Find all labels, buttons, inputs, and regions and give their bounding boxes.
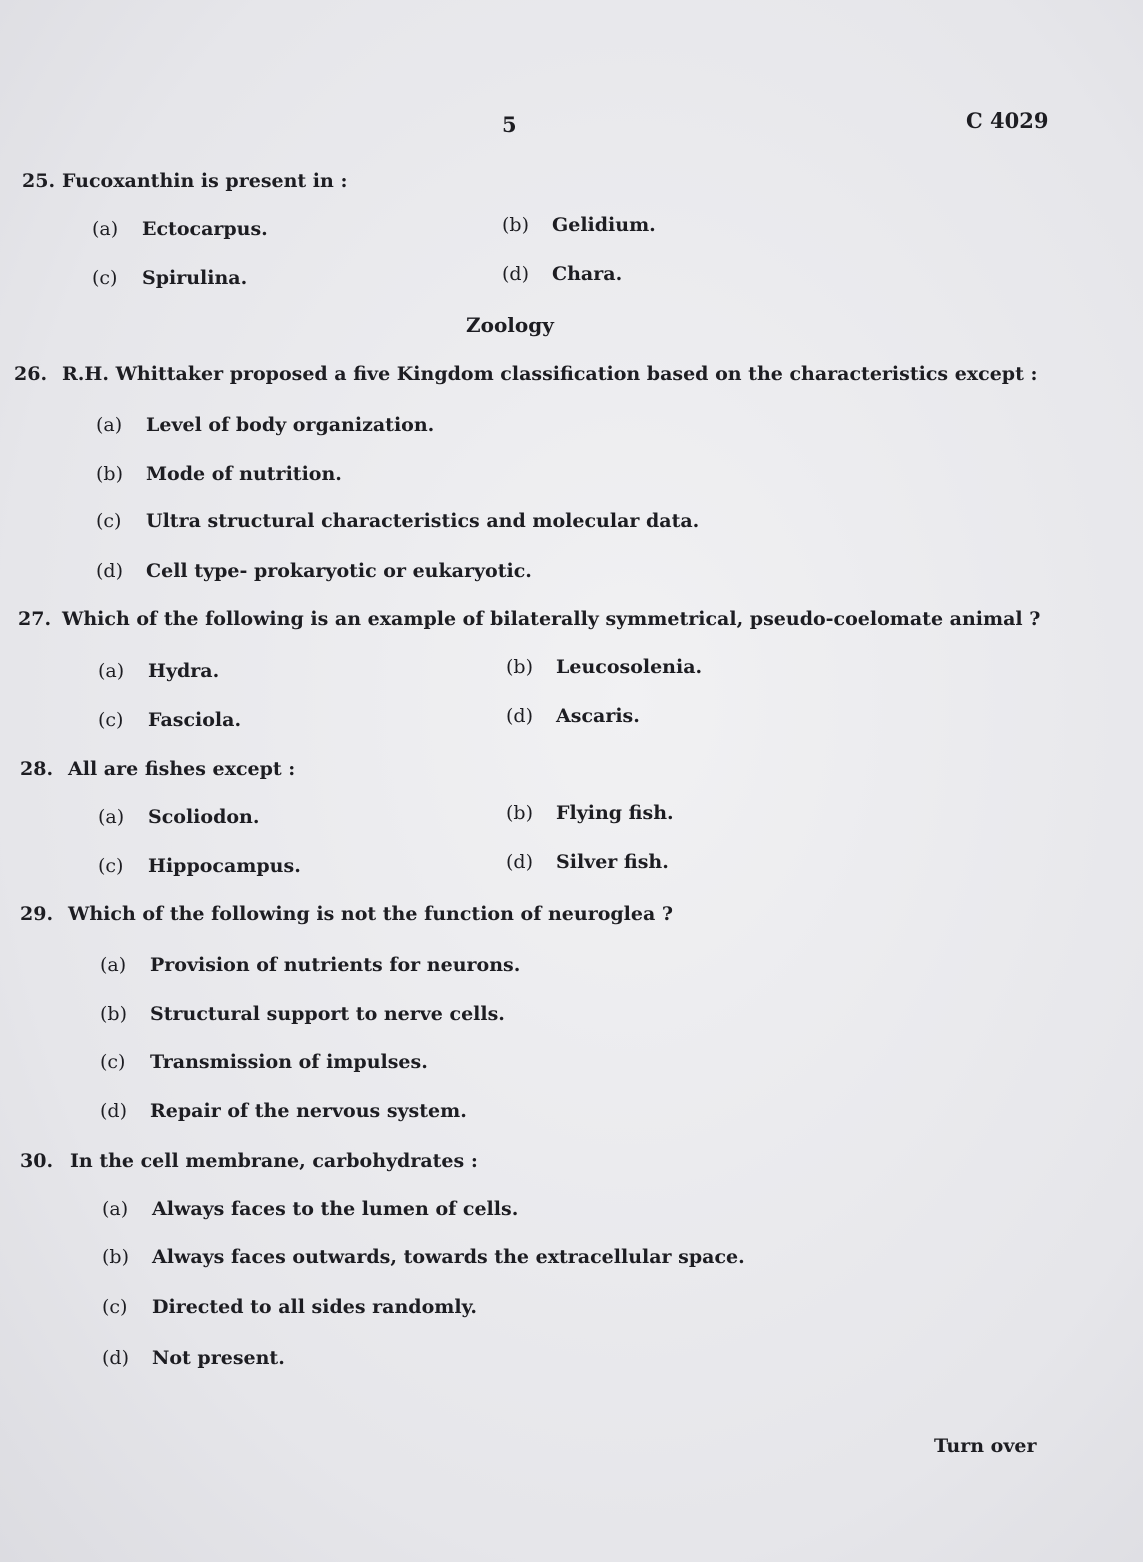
option-28a: (a) Scoliodon. <box>98 806 260 828</box>
question-27: 27. Which of the following is an example of bilaterally symmetrical, pseudo-coelomate animal ? <box>18 608 1041 630</box>
section-title: Zoology <box>466 313 554 337</box>
option-25c: (c) Spirulina. <box>92 267 248 289</box>
option-28b: (b) Flying fish. <box>506 802 674 824</box>
option-26c: (c) Ultra structural characteristics and molecular data. <box>96 510 700 532</box>
option-25a: (a) Ectocarpus. <box>92 218 268 240</box>
turn-over-label: Turn over <box>934 1435 1037 1457</box>
option-26d: (d) Cell type- prokaryotic or eukaryotic. <box>96 560 532 582</box>
question-text: Fucoxanthin is present in : <box>62 170 348 192</box>
question-number: 25. <box>22 170 56 192</box>
page-number: 5 <box>502 112 517 137</box>
option-26a: (a) Level of body organization. <box>96 414 435 436</box>
option-29d: (d) Repair of the nervous system. <box>100 1100 467 1122</box>
question-28: 28. All are fishes except : <box>20 758 296 780</box>
option-30a: (a) Always faces to the lumen of cells. <box>102 1198 519 1220</box>
option-29c: (c) Transmission of impulses. <box>100 1051 428 1073</box>
option-27c: (c) Fasciola. <box>98 709 242 731</box>
option-29a: (a) Provision of nutrients for neurons. <box>100 954 521 976</box>
option-25b: (b) Gelidium. <box>502 214 656 236</box>
question-30: 30. In the cell membrane, carbohydrates : <box>20 1150 478 1172</box>
option-27a: (a) Hydra. <box>98 660 220 682</box>
option-27b: (b) Leucosolenia. <box>506 656 703 678</box>
option-26b: (b) Mode of nutrition. <box>96 463 342 485</box>
option-28c: (c) Hippocampus. <box>98 855 301 877</box>
question-29: 29. Which of the following is not the function of neuroglea ? <box>20 903 674 925</box>
option-25d: (d) Chara. <box>502 263 623 285</box>
option-30d: (d) Not present. <box>102 1347 285 1369</box>
question-25 <box>22 170 347 192</box>
question-26: 26. R.H. Whittaker proposed a five Kingdom classification based on the characteristics except : <box>14 363 1038 385</box>
option-27d: (d) Ascaris. <box>506 705 640 727</box>
option-28d: (d) Silver fish. <box>506 851 669 873</box>
paper-code: C 4029 <box>966 108 1049 133</box>
option-30b: (b) Always faces outwards, towards the extracellular space. <box>102 1246 745 1268</box>
option-29b: (b) Structural support to nerve cells. <box>100 1003 505 1025</box>
option-30c: (c) Directed to all sides randomly. <box>102 1296 478 1318</box>
